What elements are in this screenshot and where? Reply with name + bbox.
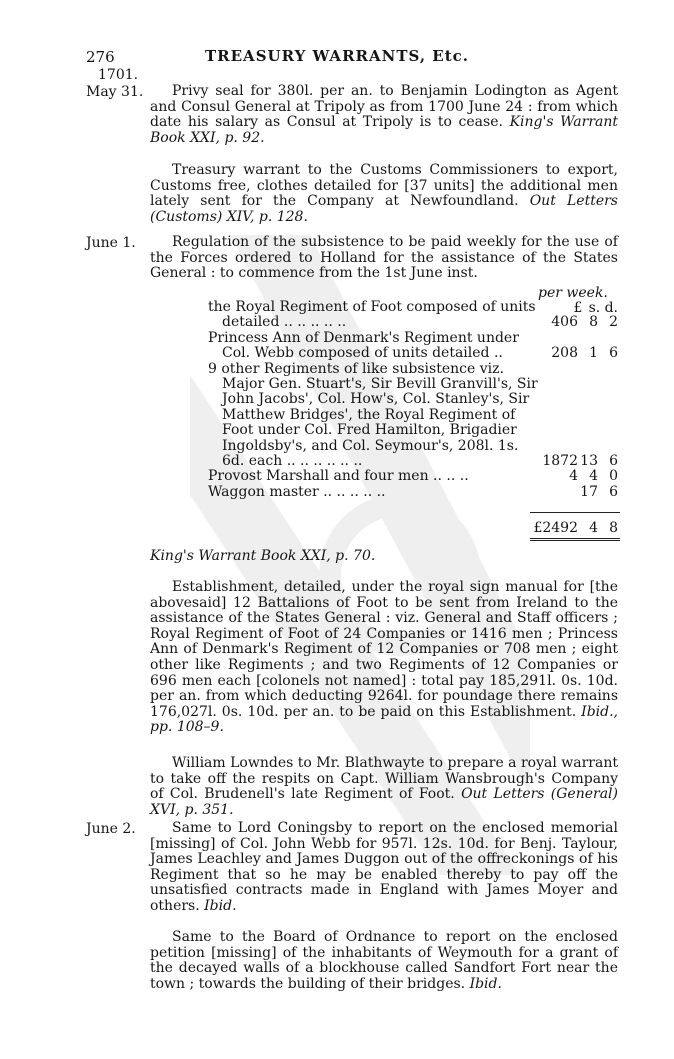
amount-pence: 0 — [609, 468, 618, 485]
total-double-rule — [530, 538, 620, 541]
table-row — [208, 362, 618, 470]
total-shillings: 4 — [589, 520, 598, 536]
amount-pence: 2 — [609, 314, 618, 331]
subsistence-table — [208, 300, 618, 500]
amount-shillings: 1 — [589, 345, 598, 362]
sum-rule — [530, 512, 620, 513]
entry-reference: Out Letters (General) XVI, p. 351. — [150, 786, 618, 818]
table-total — [526, 520, 618, 536]
shillings-header: s. — [588, 300, 601, 316]
entry-reference: Ibid. — [469, 975, 502, 992]
entry-text: Privy seal for 380l. per an. to Benjamin Lodington as Agent and Consul General at Tripoly as from 1700 June 24 : from which date his salary as Consul at Tripoly is to cease. — [150, 83, 618, 131]
amount-pounds: 406 — [551, 314, 578, 331]
table-row — [208, 300, 618, 331]
entry-paragraph — [150, 756, 618, 818]
row-amount — [526, 469, 618, 484]
entry-paragraph — [150, 163, 618, 225]
amount-pence: 6 — [609, 483, 618, 500]
row-label: 9 other Regiments of like subsistence viz. Major Gen. Stuart's, Sir Bevill Granvill's, Sir John Jacobs', Col. How's, Col. Stanley's, Sir Matthew Bridges', the Royal Regiment of Foot under Col. Fred Hamilton, Brigadier Ingoldsby's, and Col. Seymour's, 208l. 1s. 6d. each .. .. .. .. .. .. — [208, 360, 538, 470]
amount-shillings: 8 — [589, 314, 598, 331]
amount-pounds — [528, 485, 578, 500]
row-label: the Royal Regiment of Foot composed of units detailed .. .. .. .. .. — [208, 299, 536, 331]
entry-text: Same to the Board of Ordnance to report on the enclosed petition [missing] of the inhabitants of Weymouth for a grant of the decayed walls of a blockhouse called Sandfort Fort near the town ; towards the building of their bridges. — [150, 929, 618, 992]
row-amount — [526, 454, 618, 469]
entry-reference: Ibid., pp. 108–9. — [150, 703, 619, 736]
table-row — [208, 469, 618, 484]
amount-pence: 6 — [609, 453, 618, 470]
entry-reference: Ibid. — [204, 897, 237, 914]
entry-reference: Out Letters (Customs) XIV, p. 128. — [150, 193, 618, 225]
entry-paragraph — [150, 84, 618, 146]
entry-text: Establishment, detailed, under the royal sign manual for [the abovesaid] 12 Battalions of Foot to be sent from Ireland to the assistance of the States General : viz. General and Staff officers ; Royal Regiment of Foot of 24 Companies or 1416 men ; Princess Ann of Denmark's Regiment of 12 Companies or 708 men ; eight other like Regiments ; and two Regiments of 12 Companies or 696 men each [colonels not named] : total pay 185,291l. 0s. 10d. per an. from which deducting 9264l. for poundage there remains 176,027l. 0s. 10d. per an. to be paid on this Establishment. — [150, 579, 618, 720]
amount-shillings: 17 — [580, 483, 598, 500]
amount-pounds: 4 — [569, 468, 578, 485]
entry-paragraph — [150, 235, 618, 282]
entry-date-may31: May 31. — [86, 84, 144, 100]
entry-paragraph — [150, 821, 618, 915]
table-row — [208, 485, 618, 500]
row-amount — [526, 346, 618, 361]
entry-reference: King's Warrant Book XXI, p. 92. — [150, 114, 618, 146]
pence-header: d. — [604, 300, 618, 316]
entry-date-june1: June 1. — [86, 235, 136, 251]
entry-paragraph — [150, 580, 618, 736]
entry-paragraph — [150, 930, 618, 992]
entry-reference: King's Warrant Book XXI, p. 70. — [150, 548, 376, 564]
row-label: Waggon master .. .. .. .. .. — [208, 483, 386, 500]
amount-pounds: 208 — [551, 345, 578, 362]
year-marker: 1701. — [98, 67, 139, 83]
row-amount — [526, 315, 618, 330]
amount-pounds: 1872 — [542, 453, 578, 470]
entry-text: William Lowndes to Mr. Blathwayte to prepare a royal warrant to take off the respits on Capt. William Wansbrough's Company of Col. Brudenell's late Regiment of Foot. — [150, 755, 618, 803]
entry-date-june2: June 2. — [86, 821, 136, 837]
amount-shillings: 4 — [589, 468, 598, 485]
amount-pence: 6 — [609, 345, 618, 362]
total-pence: 8 — [609, 520, 618, 536]
running-title: TREASURY WARRANTS, Etc. — [205, 47, 469, 65]
table-row — [208, 331, 618, 362]
entry-text: Same to Lord Coningsby to report on the enclosed memorial [missing] of Col. John Webb for 957l. 12s. 10d. for Benj. Taylour, James Leachley and James Duggon out of the offreckonings of his Regiment that so he may be enabled thereby to pay off the unsatisfied contracts made in England with James Moyer and others. — [150, 820, 618, 914]
per-week-heading: per week. — [538, 285, 608, 301]
entry-text: Treasury warrant to the Customs Commissioners to export, Customs free, clothes detailed for [37 units] the additional men lately sent for the Company at Newfoundland. — [150, 162, 618, 210]
page-number: 276 — [86, 48, 115, 66]
entry-text: Regulation of the subsistence to be paid weekly for the use of the Forces ordered to Holland for the assistance of the States General : to commence from the 1st June inst. — [150, 234, 618, 282]
row-label: Provost Marshall and four men .. .. .. — [208, 468, 469, 485]
total-pounds: £2492 — [533, 520, 578, 536]
amount-shillings: 13 — [580, 453, 598, 470]
row-label: Princess Ann of Denmark's Regiment under Col. Webb composed of units detailed .. — [208, 329, 519, 362]
pounds-header: £ — [573, 300, 583, 316]
row-amount — [526, 485, 618, 500]
